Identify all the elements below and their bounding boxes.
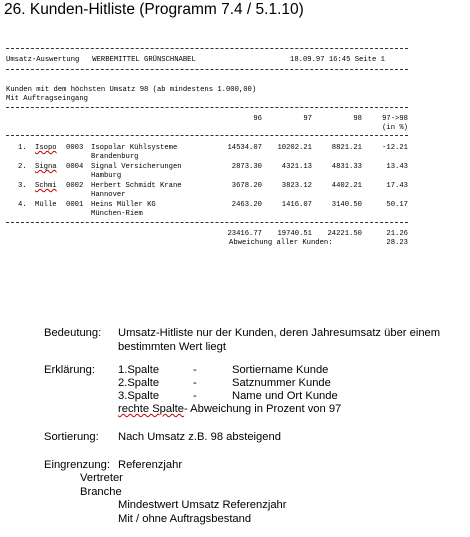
divider: [6, 107, 408, 108]
record-number: 0004: [66, 163, 84, 171]
right-column-word: rechte Spalte: [118, 403, 184, 415]
value-97: 4321.13: [281, 163, 312, 171]
value-96: 14534.07: [227, 144, 262, 152]
filter-mindestwert: Mindestwert Umsatz Referenzjahr: [118, 499, 287, 511]
row-number: 2.: [18, 163, 27, 171]
value-96: 3678.20: [231, 182, 262, 190]
divider: [6, 135, 408, 136]
sortierung-label: Sortierung:: [44, 431, 99, 443]
customer-name: Signal Versicherungen: [91, 163, 182, 171]
right-column-note: [118, 403, 341, 416]
report-header-right: 18.09.97 16:45 Seite 1: [290, 56, 385, 64]
average-value: 28.23: [386, 239, 408, 247]
customer-city: München-Riem: [91, 210, 143, 218]
total-98: 24221.50: [327, 230, 362, 238]
bedeutung-text-2: bestimmten Wert liegt: [118, 341, 226, 353]
value-98: 4831.33: [331, 163, 362, 171]
report-header-left: Umsatz-Auswertung WERBEMITTEL GRÜNSCHNABEL: [6, 56, 196, 64]
column-header-98: 98: [353, 115, 362, 123]
divider: [6, 222, 408, 223]
column-header-97: 97: [303, 115, 312, 123]
average-label: Abweichung aller Kunden:: [229, 239, 333, 247]
row-number: 1.: [18, 144, 27, 152]
customer-city: Brandenburg: [91, 153, 139, 161]
sort-name: Isopo: [35, 144, 57, 152]
total-diff: 21.26: [386, 230, 408, 238]
record-number: 0002: [66, 182, 84, 190]
row-number: 3.: [18, 182, 27, 190]
value-diff: -12.21: [382, 144, 408, 152]
sort-name: Mülle: [35, 201, 57, 209]
value-diff: 50.17: [386, 201, 408, 209]
column-header-96: 96: [253, 115, 262, 123]
sort-name: Schmi: [35, 182, 57, 190]
right-column-text: - Abweichung in Prozent von 97: [183, 403, 342, 415]
customer-city: Hamburg: [91, 172, 122, 180]
value-97: 3823.12: [281, 182, 312, 190]
column-3-label: 3.Spalte: [118, 390, 160, 402]
value-diff: 13.43: [386, 163, 408, 171]
dash: -: [193, 377, 197, 389]
row-number: 4.: [18, 201, 27, 209]
divider: [6, 69, 408, 70]
customer-name: Isopolar Kühlsysteme: [91, 144, 178, 152]
value-97: 10202.21: [277, 144, 312, 152]
bedeutung-text: Umsatz-Hitliste nur der Kunden, deren Jahresumsatz über einem: [118, 327, 441, 339]
bedeutung-label: Bedeutung:: [44, 327, 102, 339]
filter-auftrag: Mit / ohne Auftragsbestand: [118, 513, 252, 525]
customer-name: Heins Müller KG: [91, 201, 156, 209]
customer-name: Herbert Schmidt Krane: [91, 182, 182, 190]
dash: -: [193, 390, 197, 402]
column-2-text: Satznummer Kunde: [232, 377, 331, 389]
report-subtitle: Kunden mit dem höchsten Umsatz 98 (ab mindestens 1.000,00): [6, 86, 257, 94]
customer-city: Hannover: [91, 191, 126, 199]
page-title: 26. Kunden-Hitliste (Programm 7.4 / 5.1.10): [4, 1, 304, 18]
record-number: 0001: [66, 201, 84, 209]
column-3-text: Name und Ort Kunde: [232, 390, 338, 402]
report-subtitle-2: Mit Auftragseingang: [6, 95, 88, 103]
erklaerung-label: Erklärung:: [44, 364, 95, 376]
column-header-diff: 97->98: [382, 115, 408, 123]
record-number: 0003: [66, 144, 84, 152]
sort-name: Signa: [35, 163, 57, 171]
value-98: 4402.21: [331, 182, 362, 190]
column-1-label: 1.Spalte: [118, 364, 160, 376]
value-96: 2873.30: [231, 163, 262, 171]
total-96: 23416.77: [227, 230, 262, 238]
filter-branche: Branche: [80, 486, 122, 498]
value-98: 8821.21: [331, 144, 362, 152]
value-98: 3140.50: [331, 201, 362, 209]
value-diff: 17.43: [386, 182, 408, 190]
divider: [6, 48, 408, 49]
column-header-diff-unit: (in %): [382, 124, 408, 132]
column-1-text: Sortiername Kunde: [232, 364, 329, 376]
value-97: 1416.07: [281, 201, 312, 209]
filter-vertreter: Vertreter: [80, 472, 123, 484]
eingrenzung-text: Referenzjahr: [118, 459, 183, 471]
value-96: 2463.20: [231, 201, 262, 209]
eingrenzung-label: Eingrenzung:: [44, 459, 110, 471]
total-97: 19740.51: [277, 230, 312, 238]
sortierung-text: Nach Umsatz z.B. 98 absteigend: [118, 431, 281, 443]
column-2-label: 2.Spalte: [118, 377, 160, 389]
dash: -: [193, 364, 197, 376]
